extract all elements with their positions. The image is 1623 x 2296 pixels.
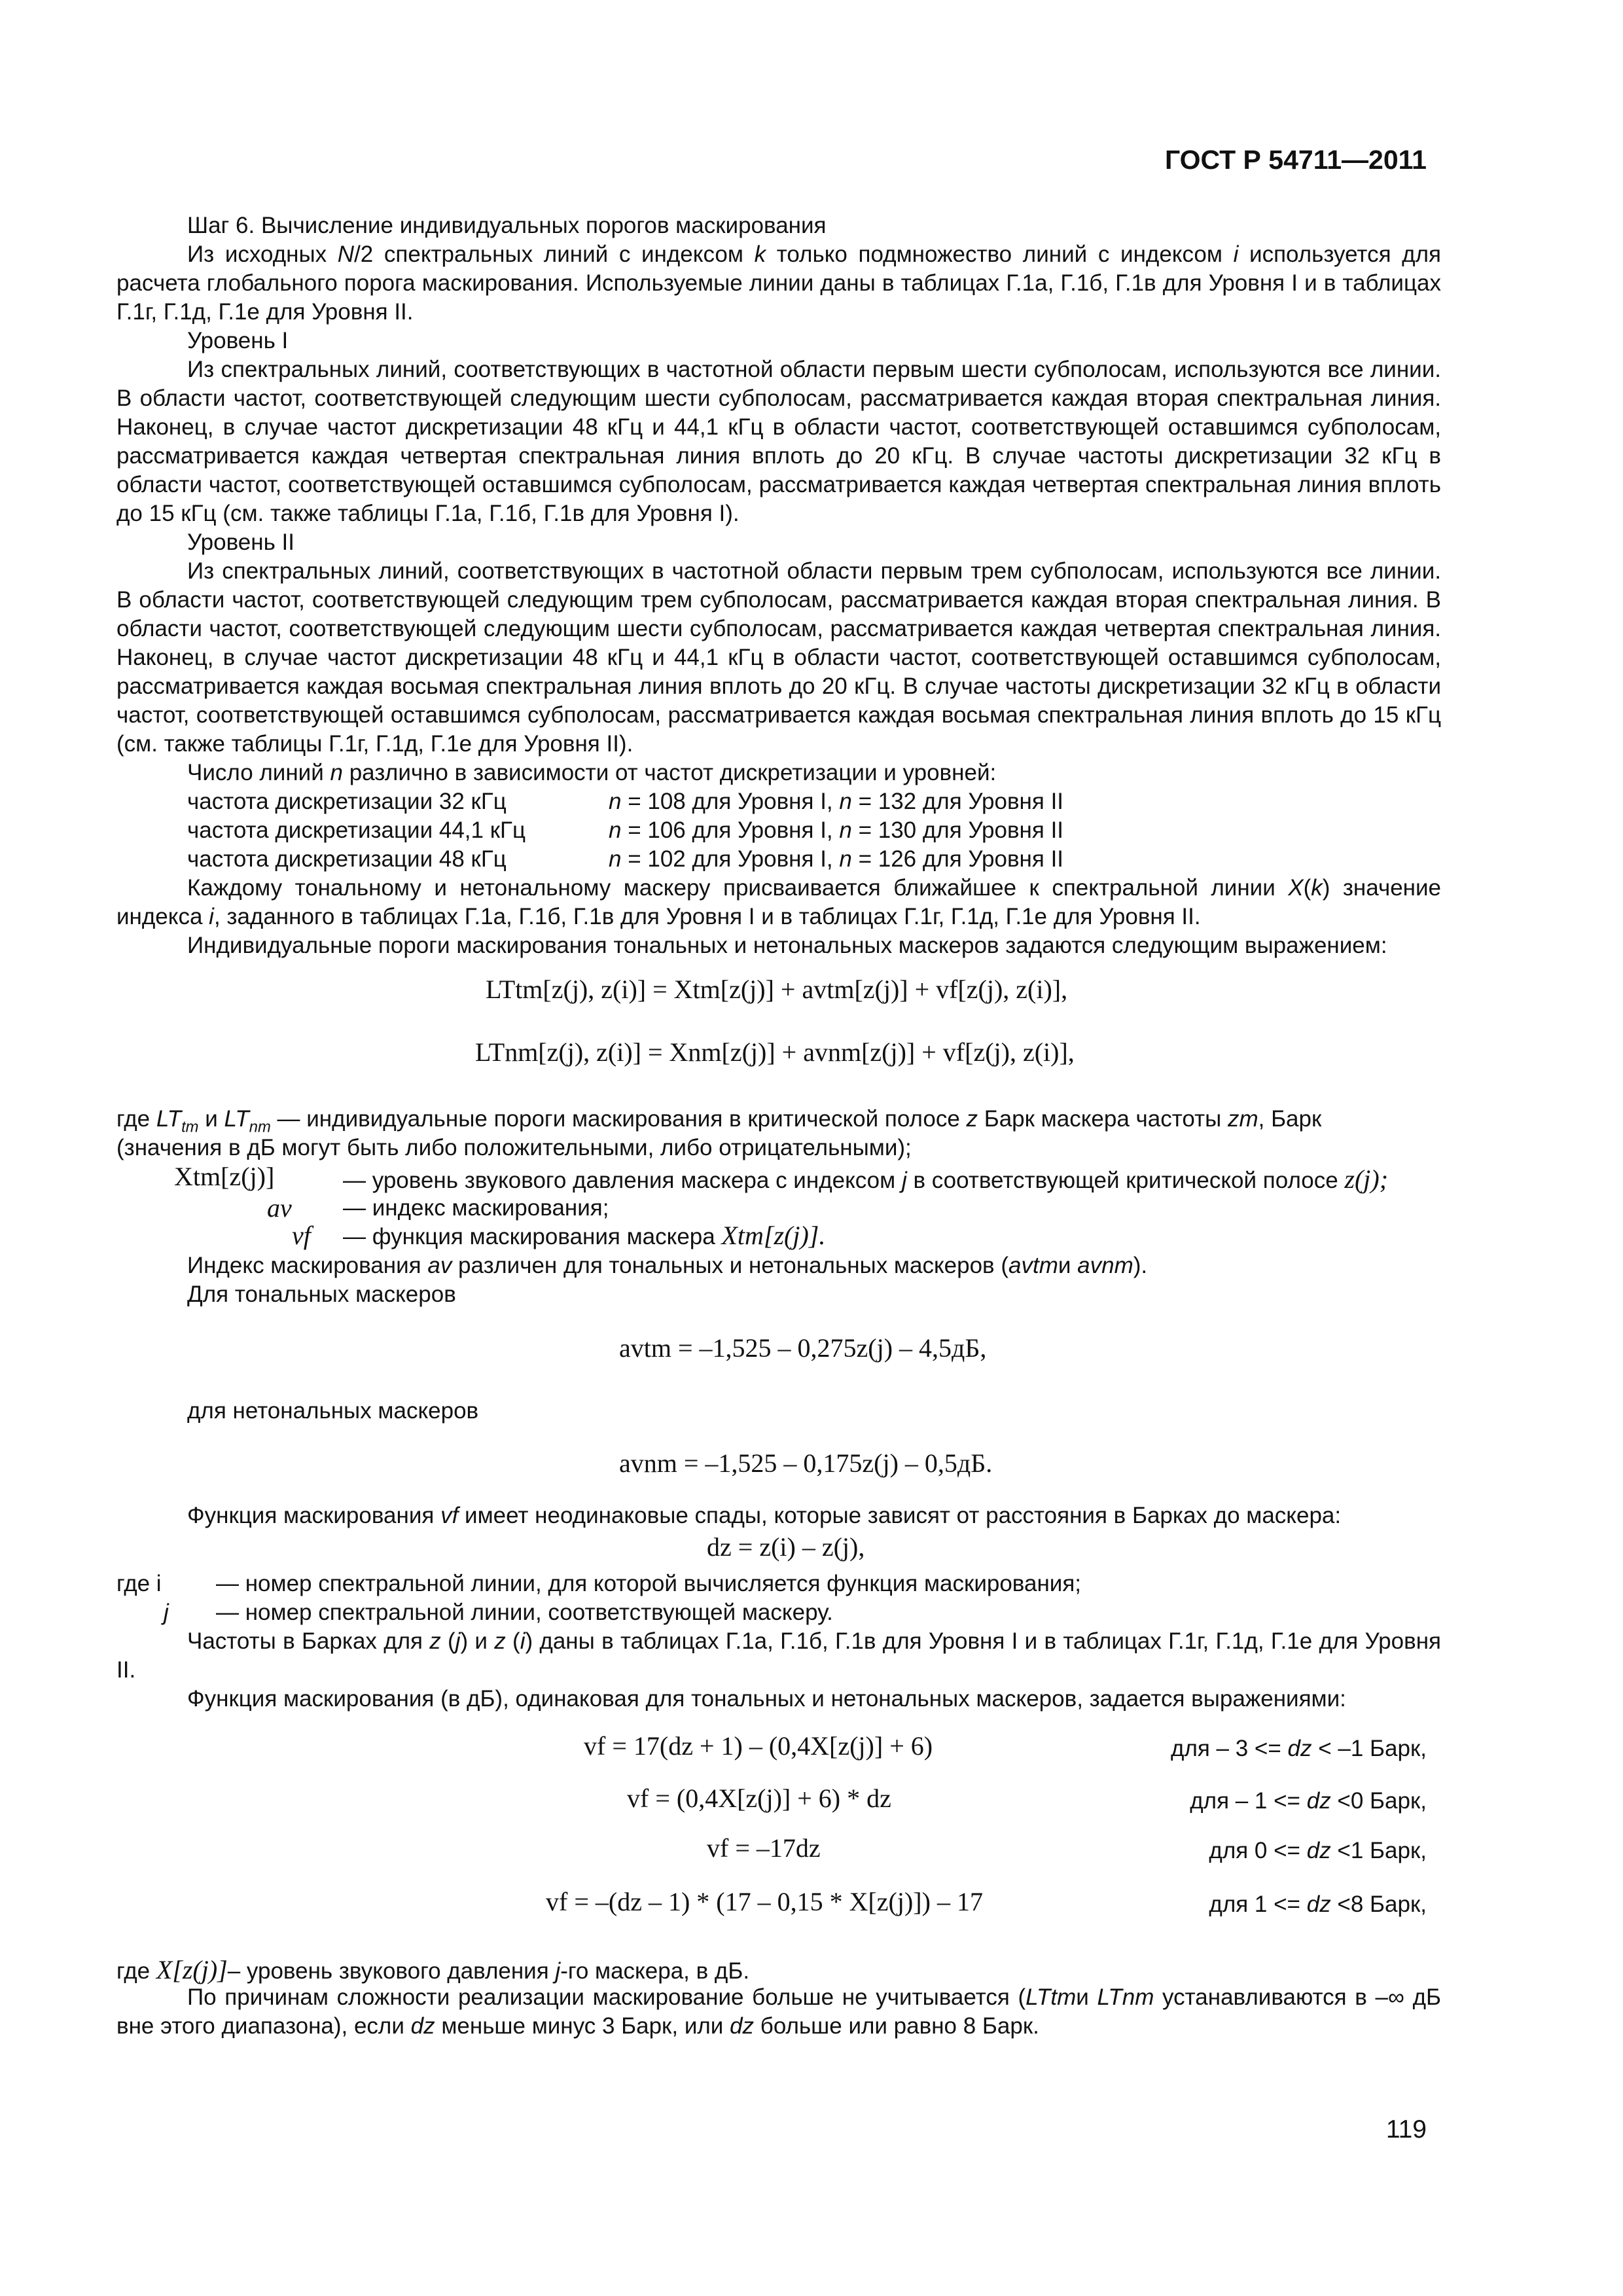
document-header: ГОСТ Р 54711—2011: [1164, 145, 1427, 175]
where-i-definition: — номер спектральной линии, для которой вычисляется функция маскирования;: [216, 1571, 1082, 1596]
vf-condition: для – 3 <= dz < –1 Барк,: [1171, 1736, 1427, 1761]
where-j-term: j: [164, 1600, 169, 1625]
equation-lt-tm: LTtm[z(j), z(i)] = Xtm[z(j)] + avtm[z(j)] + vf[z(j), z(i)],: [486, 975, 1068, 1004]
vf-condition: для 0 <= dz <1 Барк,: [1209, 1838, 1427, 1863]
level1-paragraph: Из спектральных линий, соответствующих в частотной области первым шести субполосам, используются все линии. В области частот, соответствующей следующим шести субполосам, рассматривается каждая вторая спектральная линия. Наконец, в случае частот дискретизации 48 кГц и 44,1 кГц в области частот, соответствующей оставшимся субполосам, рассматривается каждая четвертая спектральная линия вплоть до 20 кГц. В случае частоты дискретизации 32 кГц в области частот, соответствующей оставшимся субполосам, рассматривается каждая четвертая спектральная линия вплоть до 15 кГц (см. также таблицы Г.1а, Г.1б, Г.1в для Уровня I).: [116, 357, 1441, 526]
vf-equation: vf = 17(dz + 1) – (0,4X[z(j)] + 6): [584, 1731, 933, 1761]
equation-lt-nm: LTnm[z(j), z(i)] = Xnm[z(j)] + avnm[z(j)] + vf[z(j), z(i)],: [475, 1037, 1075, 1067]
rate-row-values: n = 106 для Уровня I, n = 130 для Уровня II: [609, 817, 1064, 843]
level2-paragraph: Из спектральных линий, соответствующих в частотной области первым трем субполосам, используются все линии. В области частот, соответствующей следующим трем субполосам, рассматривается каждая вторая спектральная линия. В области частот, соответствующей следующим шести субполосам, рассматривается каждая четвертая спектральная линия. Наконец, в случае частот дискретизации 48 кГц и 44,1 кГц в области частот, соответствующей оставшимся субполосам, рассматривается каждая восьмая спектральная линия вплоть до 20 кГц. В случае частоты дискретизации 32 кГц в области частот, соответствующей оставшимся субполосам, рассматривается каждая восьмая спектральная линия вплоть до 15 кГц (см. также таблицы Г.1г, Г.1д, Г.1е для Уровня II).: [116, 558, 1441, 757]
where-lt-continuation: (значения в дБ могут быть либо положительными, либо отрицательными);: [116, 1135, 912, 1160]
rate-row-freq: частота дискретизации 32 кГц: [187, 789, 507, 814]
nontonal-label: для нетональных маскеров: [187, 1398, 479, 1424]
step-title: Шаг 6. Вычисление индивидуальных порогов маскирования: [187, 213, 827, 238]
where-lt-definition: где $LT_{tm}$ и $LT_{nm}$ — индивидуальные пороги маскирования в критической полосе z Барк маскера частоты zm, Барк: [116, 1106, 1322, 1136]
equation-av-nm: avnm = –1,525 – 0,175z(j) – 0,5дБ.: [619, 1448, 993, 1478]
where-x-definition: где X[z(j)]– уровень звукового давления j-го маскера, в дБ.: [116, 1955, 750, 1984]
av-definition: — индекс маскирования;: [343, 1195, 609, 1221]
page-number: 119: [1385, 2115, 1427, 2144]
av-term: av: [267, 1193, 292, 1223]
where-j-definition: — номер спектральной линии, соответствующей маскеру.: [216, 1600, 833, 1625]
lines-count-intro: Число линий n различно в зависимости от частот дискретизации и уровней:: [187, 760, 997, 785]
av-index-text: Индекс маскирования av различен для тональных и нетональных маскеров (avtmи avnm).: [187, 1253, 1148, 1278]
vf-db-paragraph: Функция маскирования (в дБ), одинаковая для тональных и нетональных маскеров, задается выражениями:: [187, 1686, 1346, 1712]
where-i-term: где i: [116, 1571, 162, 1596]
intro-paragraph: Из исходных N/2 спектральных линий с индексом k только подмножество линий с индексом i используется для расчета глобального порога маскирования. Используемые линии даны в таблицах Г.1а, Г.1б, Г.1в для Уровня I и в таблицах Г.1г, Г.1д, Г.1е для Уровня II.: [116, 242, 1441, 325]
x-term: Xtm[z(j)]: [174, 1162, 275, 1191]
equation-av-tm: avtm = –1,525 – 0,275z(j) – 4,5дБ,: [619, 1333, 987, 1363]
tonal-label: Для тональных маскеров: [187, 1282, 456, 1307]
equation-dz: dz = z(i) – z(j),: [707, 1532, 865, 1562]
bark-paragraph: Частоты в Барках для z (j) и z (i) даны в таблицах Г.1а, Г.1б, Г.1в для Уровня I и в таблицах Г.1г, Г.1д, Г.1е для Уровня II.: [116, 1628, 1441, 1683]
level1-heading: Уровень I: [187, 328, 289, 353]
rate-row-values: n = 108 для Уровня I, n = 132 для Уровня II: [609, 789, 1064, 814]
x-definition: — уровень звукового давления маскера с индексом j в соответствующей критической полосе z(j);: [343, 1164, 1389, 1194]
vf-definition: — функция маскирования маскера Xtm[z(j)].: [343, 1221, 826, 1250]
rate-row-values: n = 102 для Уровня I, n = 126 для Уровня II: [609, 846, 1064, 872]
vf-equation: vf = –(dz – 1) * (17 – 0,15 * X[z(j)]) – 17: [546, 1887, 983, 1916]
vf-term: vf: [292, 1221, 311, 1250]
individual-paragraph: Индивидуальные пороги маскирования тональных и нетональных маскеров задаются следующим выражением:: [187, 933, 1387, 958]
vf-condition: для – 1 <= dz <0 Барк,: [1190, 1788, 1427, 1814]
assign-paragraph: Каждому тональному и нетональному маскеру присваивается ближайшее к спектральной линии X(k) значение индекса i, заданного в таблицах Г.1а, Г.1б, Г.1в для Уровня I и в таблицах Г.1г, Г.1д, Г.1е для Уровня II.: [116, 875, 1442, 929]
final-paragraph: По причинам сложности реализации маскирование больше не учитывается (LTtmи LTnm устанавливаются в –∞ дБ вне этого диапазона), если dz меньше минус 3 Барк, или dz больше или равно 8 Барк.: [116, 1984, 1441, 2039]
vf-intro: Функция маскирования vf имеет неодинаковые спады, которые зависят от расстояния в Барках до маскера:: [187, 1503, 1342, 1528]
rate-row-freq: частота дискретизации 48 кГц: [187, 846, 507, 872]
rate-row-freq: частота дискретизации 44,1 кГц: [187, 817, 526, 843]
vf-equation: vf = (0,4X[z(j)] + 6) * dz: [627, 1784, 891, 1813]
vf-condition: для 1 <= dz <8 Барк,: [1209, 1892, 1427, 1917]
vf-equation: vf = –17dz: [707, 1833, 821, 1863]
level2-heading: Уровень II: [187, 529, 294, 555]
